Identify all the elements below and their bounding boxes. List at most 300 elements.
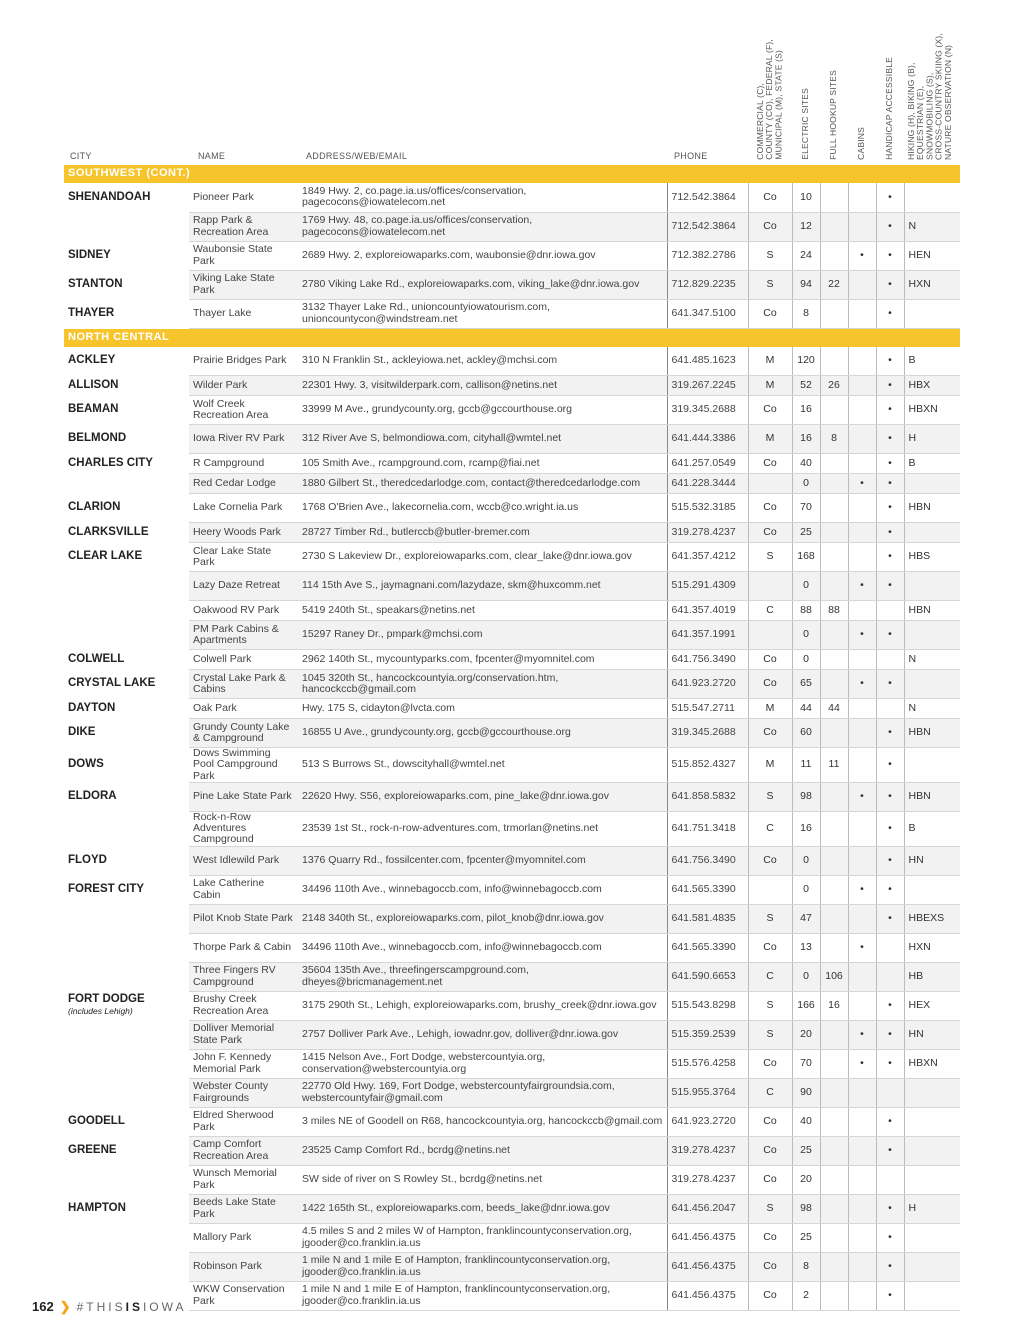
table-row [64, 933, 960, 962]
cabins-mark: • [848, 621, 876, 650]
park-name: Wolf Creek Recreation Area [189, 396, 298, 425]
handicap-mark: • [876, 748, 904, 783]
city-name: THAYER [68, 306, 115, 319]
table-row [64, 699, 960, 719]
park-phone: 319.278.4237 [667, 1165, 748, 1194]
ownership-type: Co [748, 1136, 792, 1165]
park-phone: 641.581.4835 [667, 904, 748, 933]
table-row [64, 1223, 960, 1252]
park-address: 34496 110th Ave., winnebagoccb.com, info@winnebagoccb.com [298, 933, 667, 962]
city-name: HAMPTON [68, 1202, 126, 1214]
table-row [64, 601, 960, 621]
handicap-mark: • [876, 1194, 904, 1223]
activities-codes: N [904, 699, 960, 719]
park-name: Lake Cornelia Park [189, 494, 298, 523]
ownership-type: S [748, 241, 792, 270]
ownership-type: S [748, 783, 792, 812]
park-address: 22301 Hwy. 3, visitwilderpark.com, callison@netins.net [298, 376, 667, 396]
table-row [64, 650, 960, 670]
electric-sites: 70 [792, 494, 820, 523]
electric-sites: 98 [792, 783, 820, 812]
campground-table [64, 165, 960, 1311]
section-header [64, 165, 960, 183]
city-name: SHENANDOAH [68, 190, 151, 203]
full-hookup-sites [820, 1049, 848, 1078]
activities-codes: HN [904, 1020, 960, 1049]
city-cell [64, 748, 189, 783]
ownership-type: Co [748, 454, 792, 474]
full-hookup-sites [820, 1078, 848, 1107]
park-phone: 515.543.8298 [667, 991, 748, 1020]
full-hookup-sites: 26 [820, 376, 848, 396]
electric-sites: 166 [792, 991, 820, 1020]
park-name: West Idlewild Park [189, 846, 298, 875]
activities-codes: H [904, 425, 960, 454]
city-cell [64, 241, 189, 270]
table-row [64, 991, 960, 1020]
table-row [64, 523, 960, 543]
electric-sites: 20 [792, 1020, 820, 1049]
handicap-mark: • [876, 212, 904, 241]
city-cell [64, 543, 189, 572]
handicap-mark: • [876, 523, 904, 543]
handicap-mark: • [876, 347, 904, 376]
park-phone: 515.359.2539 [667, 1020, 748, 1049]
cabins-mark: • [848, 241, 876, 270]
table-row [64, 396, 960, 425]
park-name: Wunsch Memorial Park [189, 1165, 298, 1194]
table-row [64, 962, 960, 991]
full-hookup-sites [820, 572, 848, 601]
handicap-mark [876, 650, 904, 670]
electric-sites: 90 [792, 1078, 820, 1107]
park-address: 1849 Hwy. 2, co.page.ia.us/offices/conservation, pagecocons@iowatelecom.net [298, 183, 667, 212]
cabins-mark [848, 183, 876, 212]
cabins-mark [848, 376, 876, 396]
city-cell [64, 991, 189, 1020]
electric-sites: 0 [792, 474, 820, 494]
handicap-mark: • [876, 1136, 904, 1165]
city-name: SIDNEY [68, 248, 111, 261]
handicap-mark [876, 933, 904, 962]
activities-codes [904, 1165, 960, 1194]
park-name: PM Park Cabins & Apartments [189, 621, 298, 650]
full-hookup-sites [820, 1252, 848, 1281]
electric-sites: 25 [792, 1223, 820, 1252]
city-cell [64, 1049, 189, 1078]
electric-sites: 25 [792, 523, 820, 543]
activities-codes: HBN [904, 494, 960, 523]
full-hookup-sites [820, 474, 848, 494]
handicap-mark: • [876, 783, 904, 812]
table-row [64, 1165, 960, 1194]
electric-sites: 24 [792, 241, 820, 270]
park-name: Pioneer Park [189, 183, 298, 212]
handicap-mark: • [876, 396, 904, 425]
table-row [64, 670, 960, 699]
cabins-mark [848, 523, 876, 543]
activities-codes: B [904, 812, 960, 847]
cabins-mark [848, 601, 876, 621]
park-name: Iowa River RV Park [189, 425, 298, 454]
cabins-mark [848, 719, 876, 748]
handicap-mark: • [876, 241, 904, 270]
handicap-mark: • [876, 1049, 904, 1078]
full-hookup-sites [820, 875, 848, 904]
city-cell [64, 183, 189, 212]
full-hookup-sites [820, 1165, 848, 1194]
full-hookup-sites [820, 454, 848, 474]
park-name: Wilder Park [189, 376, 298, 396]
full-hookup-sites [820, 904, 848, 933]
city-cell [64, 812, 189, 847]
park-phone: 641.858.5832 [667, 783, 748, 812]
park-address: 23539 1st St., rock-n-row-adventures.com, trmorlan@netins.net [298, 812, 667, 847]
ownership-type: C [748, 1078, 792, 1107]
park-phone: 515.955.3764 [667, 1078, 748, 1107]
cabins-mark [848, 347, 876, 376]
park-phone: 515.532.3185 [667, 494, 748, 523]
park-name: WKW Conservation Park [189, 1281, 298, 1310]
table-row [64, 183, 960, 212]
full-hookup-sites [820, 719, 848, 748]
full-hookup-sites: 22 [820, 270, 848, 299]
park-phone: 641.456.4375 [667, 1252, 748, 1281]
electric-sites: 98 [792, 1194, 820, 1223]
table-row [64, 270, 960, 299]
cabins-mark [848, 812, 876, 847]
full-hookup-sites [820, 812, 848, 847]
park-name: Red Cedar Lodge [189, 474, 298, 494]
handicap-mark: • [876, 846, 904, 875]
handicap-mark [876, 601, 904, 621]
cabins-mark [848, 1252, 876, 1281]
city-name: CLEAR LAKE [68, 550, 143, 563]
city-name: COLWELL [68, 652, 125, 665]
activities-codes: HEX [904, 991, 960, 1020]
full-hookup-sites: 44 [820, 699, 848, 719]
city-cell [64, 523, 189, 543]
ownership-type: M [748, 748, 792, 783]
city-cell [64, 962, 189, 991]
park-address: 5419 240th St., speakars@netins.net [298, 601, 667, 621]
table-row [64, 783, 960, 812]
full-hookup-sites [820, 1020, 848, 1049]
table-row [64, 846, 960, 875]
handicap-mark [876, 699, 904, 719]
table-row [64, 621, 960, 650]
city-cell [64, 347, 189, 376]
ownership-type: Co [748, 1165, 792, 1194]
cabins-mark [848, 748, 876, 783]
ownership-type: Co [748, 933, 792, 962]
ownership-type: Co [748, 494, 792, 523]
park-address: 33999 M Ave., grundycounty.org, gccb@gccourthouse.org [298, 396, 667, 425]
park-address: 2148 340th St., exploreiowaparks.com, pilot_knob@dnr.iowa.gov [298, 904, 667, 933]
electric-sites: 70 [792, 1049, 820, 1078]
cabins-mark [848, 212, 876, 241]
park-name: Beeds Lake State Park [189, 1194, 298, 1223]
activities-codes: N [904, 212, 960, 241]
handicap-mark: • [876, 875, 904, 904]
cabins-mark [848, 699, 876, 719]
ownership-type: Co [748, 1281, 792, 1310]
park-phone: 641.590.6653 [667, 962, 748, 991]
electric-sites: 168 [792, 543, 820, 572]
cabins-mark [848, 1223, 876, 1252]
table-row [64, 474, 960, 494]
handicap-mark: • [876, 812, 904, 847]
activities-codes [904, 1078, 960, 1107]
park-phone: 641.751.3418 [667, 812, 748, 847]
ownership-type: C [748, 962, 792, 991]
park-name: Oak Park [189, 699, 298, 719]
city-name: ALLISON [68, 378, 119, 391]
activities-codes [904, 474, 960, 494]
activities-codes: HBEXS [904, 904, 960, 933]
park-address: 2730 S Lakeview Dr., exploreiowaparks.com, clear_lake@dnr.iowa.gov [298, 543, 667, 572]
ownership-type: S [748, 1194, 792, 1223]
park-name: Crystal Lake Park & Cabins [189, 670, 298, 699]
handicap-mark: • [876, 1223, 904, 1252]
ownership-type: Co [748, 719, 792, 748]
park-phone: 641.456.4375 [667, 1223, 748, 1252]
activities-codes [904, 621, 960, 650]
city-cell [64, 454, 189, 474]
section-title: SOUTHWEST (CONT.) [64, 165, 960, 183]
table-row [64, 376, 960, 396]
phone-header: PHONE [674, 151, 708, 161]
city-cell [64, 376, 189, 396]
city-name: DOWS [68, 758, 104, 771]
activities-codes: HBN [904, 783, 960, 812]
park-phone: 641.485.1623 [667, 347, 748, 376]
cabins-mark [848, 454, 876, 474]
activities-codes: H [904, 1194, 960, 1223]
park-address: 310 N Franklin St., ackleyiowa.net, ackley@mchsi.com [298, 347, 667, 376]
city-cell [64, 1078, 189, 1107]
activities-codes: HXN [904, 270, 960, 299]
electric-sites: 20 [792, 1165, 820, 1194]
city-cell [64, 621, 189, 650]
full-hookup-sites: 16 [820, 991, 848, 1020]
park-phone: 712.542.3864 [667, 183, 748, 212]
electric-sites: 88 [792, 601, 820, 621]
ownership-type: S [748, 904, 792, 933]
full-hookup-sites [820, 933, 848, 962]
park-address: 2962 140th St., mycountyparks.com, fpcenter@myomnitel.com [298, 650, 667, 670]
activities-codes: HBN [904, 719, 960, 748]
cabins-header: CABINS [856, 127, 866, 160]
activities-codes [904, 1223, 960, 1252]
cabins-mark [848, 846, 876, 875]
park-phone: 319.267.2245 [667, 376, 748, 396]
park-phone: 641.357.4212 [667, 543, 748, 572]
table-row [64, 454, 960, 474]
cabins-mark [848, 425, 876, 454]
ownership-type [748, 474, 792, 494]
ownership-type: M [748, 347, 792, 376]
electric-sites: 65 [792, 670, 820, 699]
ownership-type: Co [748, 299, 792, 328]
park-phone: 641.444.3386 [667, 425, 748, 454]
park-address: 34496 110th Ave., winnebagoccb.com, info@winnebagoccb.com [298, 875, 667, 904]
address-header: ADDRESS/WEB/EMAIL [306, 151, 408, 161]
table-row [64, 543, 960, 572]
table-row [64, 1194, 960, 1223]
table-row [64, 1252, 960, 1281]
ownership-type: M [748, 425, 792, 454]
table-row [64, 1107, 960, 1136]
section-header [64, 328, 960, 347]
park-phone: 641.923.2720 [667, 1107, 748, 1136]
park-name: Brushy Creek Recreation Area [189, 991, 298, 1020]
ownership-type: Co [748, 212, 792, 241]
electric-sites: 10 [792, 183, 820, 212]
section-title: NORTH CENTRAL [64, 328, 960, 347]
handicap-mark: • [876, 494, 904, 523]
ownership-type: S [748, 991, 792, 1020]
activities-codes [904, 1252, 960, 1281]
park-phone: 319.278.4237 [667, 523, 748, 543]
cabins-mark: • [848, 1049, 876, 1078]
electric-sites: 25 [792, 1136, 820, 1165]
park-name: John F. Kennedy Memorial Park [189, 1049, 298, 1078]
activities-codes: B [904, 347, 960, 376]
ownership-type: Co [748, 1049, 792, 1078]
park-phone: 641.228.3444 [667, 474, 748, 494]
park-address: 513 S Burrows St., dowscityhall@wmtel.net [298, 748, 667, 783]
electric-sites: 40 [792, 454, 820, 474]
park-name: Pilot Knob State Park [189, 904, 298, 933]
city-cell [64, 875, 189, 904]
cabins-mark: • [848, 783, 876, 812]
electric-sites: 12 [792, 212, 820, 241]
type-header: COMMERCIAL (C), COUNTY (CO), FEDERAL (F), MUNICIPAL (M), STATE (S) [755, 39, 784, 160]
table-row [64, 494, 960, 523]
full-hookup-header: FULL HOOKUP SITES [828, 70, 838, 160]
ownership-type [748, 572, 792, 601]
park-phone: 641.347.5100 [667, 299, 748, 328]
park-address: 1769 Hwy. 48, co.page.ia.us/offices/conservation, pagecocons@iowatelecom.net [298, 212, 667, 241]
full-hookup-sites [820, 494, 848, 523]
park-address: 2757 Dolliver Park Ave., Lehigh, iowadnr.gov, dolliver@dnr.iowa.gov [298, 1020, 667, 1049]
electric-sites: 52 [792, 376, 820, 396]
electric-header: ELECTRIC SITES [800, 88, 810, 160]
full-hookup-sites [820, 299, 848, 328]
handicap-mark [876, 1078, 904, 1107]
ownership-type: Co [748, 1252, 792, 1281]
park-phone: 515.852.4327 [667, 748, 748, 783]
city-name: ELDORA [68, 790, 117, 803]
full-hookup-sites [820, 1107, 848, 1136]
activities-codes [904, 299, 960, 328]
cabins-mark [848, 1136, 876, 1165]
park-phone: 319.345.2688 [667, 719, 748, 748]
park-phone: 641.923.2720 [667, 670, 748, 699]
electric-sites: 16 [792, 425, 820, 454]
handicap-mark: • [876, 183, 904, 212]
handicap-mark: • [876, 719, 904, 748]
electric-sites: 120 [792, 347, 820, 376]
chevron-right-icon: ❯ [59, 1299, 71, 1314]
city-cell [64, 1020, 189, 1049]
park-name: Oakwood RV Park [189, 601, 298, 621]
city-cell [64, 1252, 189, 1281]
full-hookup-sites: 106 [820, 962, 848, 991]
table-row [64, 904, 960, 933]
cabins-mark [848, 1194, 876, 1223]
handicap-mark: • [876, 270, 904, 299]
ownership-type: Co [748, 670, 792, 699]
full-hookup-sites [820, 347, 848, 376]
activities-codes [904, 1281, 960, 1310]
handicap-mark: • [876, 454, 904, 474]
ownership-type: M [748, 699, 792, 719]
city-cell [64, 1194, 189, 1223]
park-address: 3175 290th St., Lehigh, exploreiowaparks.com, brushy_creek@dnr.iowa.gov [298, 991, 667, 1020]
park-name: Viking Lake State Park [189, 270, 298, 299]
park-address: 15297 Raney Dr., pmpark@mchsi.com [298, 621, 667, 650]
table-row [64, 241, 960, 270]
full-hookup-sites [820, 1281, 848, 1310]
table-row [64, 1078, 960, 1107]
park-address: 1768 O'Brien Ave., lakecornelia.com, wccb@co.wright.ia.us [298, 494, 667, 523]
park-name: Prairie Bridges Park [189, 347, 298, 376]
park-address: 23525 Camp Comfort Rd., bcrdg@netins.net [298, 1136, 667, 1165]
table-row [64, 1049, 960, 1078]
cabins-mark [848, 543, 876, 572]
electric-sites: 13 [792, 933, 820, 962]
full-hookup-sites [820, 1194, 848, 1223]
city-cell [64, 933, 189, 962]
table-row [64, 719, 960, 748]
city-name: STANTON [68, 277, 123, 290]
city-cell [64, 474, 189, 494]
park-phone: 319.278.4237 [667, 1136, 748, 1165]
activities-codes [904, 748, 960, 783]
handicap-header: HANDICAP ACCESSIBLE [884, 57, 894, 160]
cabins-mark [848, 991, 876, 1020]
park-name: Dolliver Memorial State Park [189, 1020, 298, 1049]
park-name: Pine Lake State Park [189, 783, 298, 812]
table-row [64, 1020, 960, 1049]
ownership-type: M [748, 376, 792, 396]
park-phone: 712.382.2786 [667, 241, 748, 270]
handicap-mark: • [876, 670, 904, 699]
table-row [64, 425, 960, 454]
park-phone: 641.357.1991 [667, 621, 748, 650]
handicap-mark: • [876, 572, 904, 601]
electric-sites: 0 [792, 846, 820, 875]
park-address: 114 15th Ave S., jaymagnani.com/lazydaze, skm@huxcomm.net [298, 572, 667, 601]
full-hookup-sites [820, 523, 848, 543]
city-name: DAYTON [68, 701, 116, 714]
city-name: CRYSTAL LAKE [68, 677, 156, 690]
full-hookup-sites [820, 783, 848, 812]
electric-sites: 16 [792, 812, 820, 847]
ownership-type: C [748, 601, 792, 621]
activities-codes [904, 523, 960, 543]
handicap-mark: • [876, 376, 904, 396]
park-address: 1045 320th St., hancockcountyia.org/conservation.htm, hancockccb@gmail.com [298, 670, 667, 699]
park-address: 35604 135th Ave., threefingerscampground.com, dheyes@bricmanagement.net [298, 962, 667, 991]
park-phone: 641.565.3390 [667, 933, 748, 962]
park-address: Hwy. 175 S, cidayton@lvcta.com [298, 699, 667, 719]
activities-codes [904, 1136, 960, 1165]
park-phone: 641.257.0549 [667, 454, 748, 474]
electric-sites: 47 [792, 904, 820, 933]
